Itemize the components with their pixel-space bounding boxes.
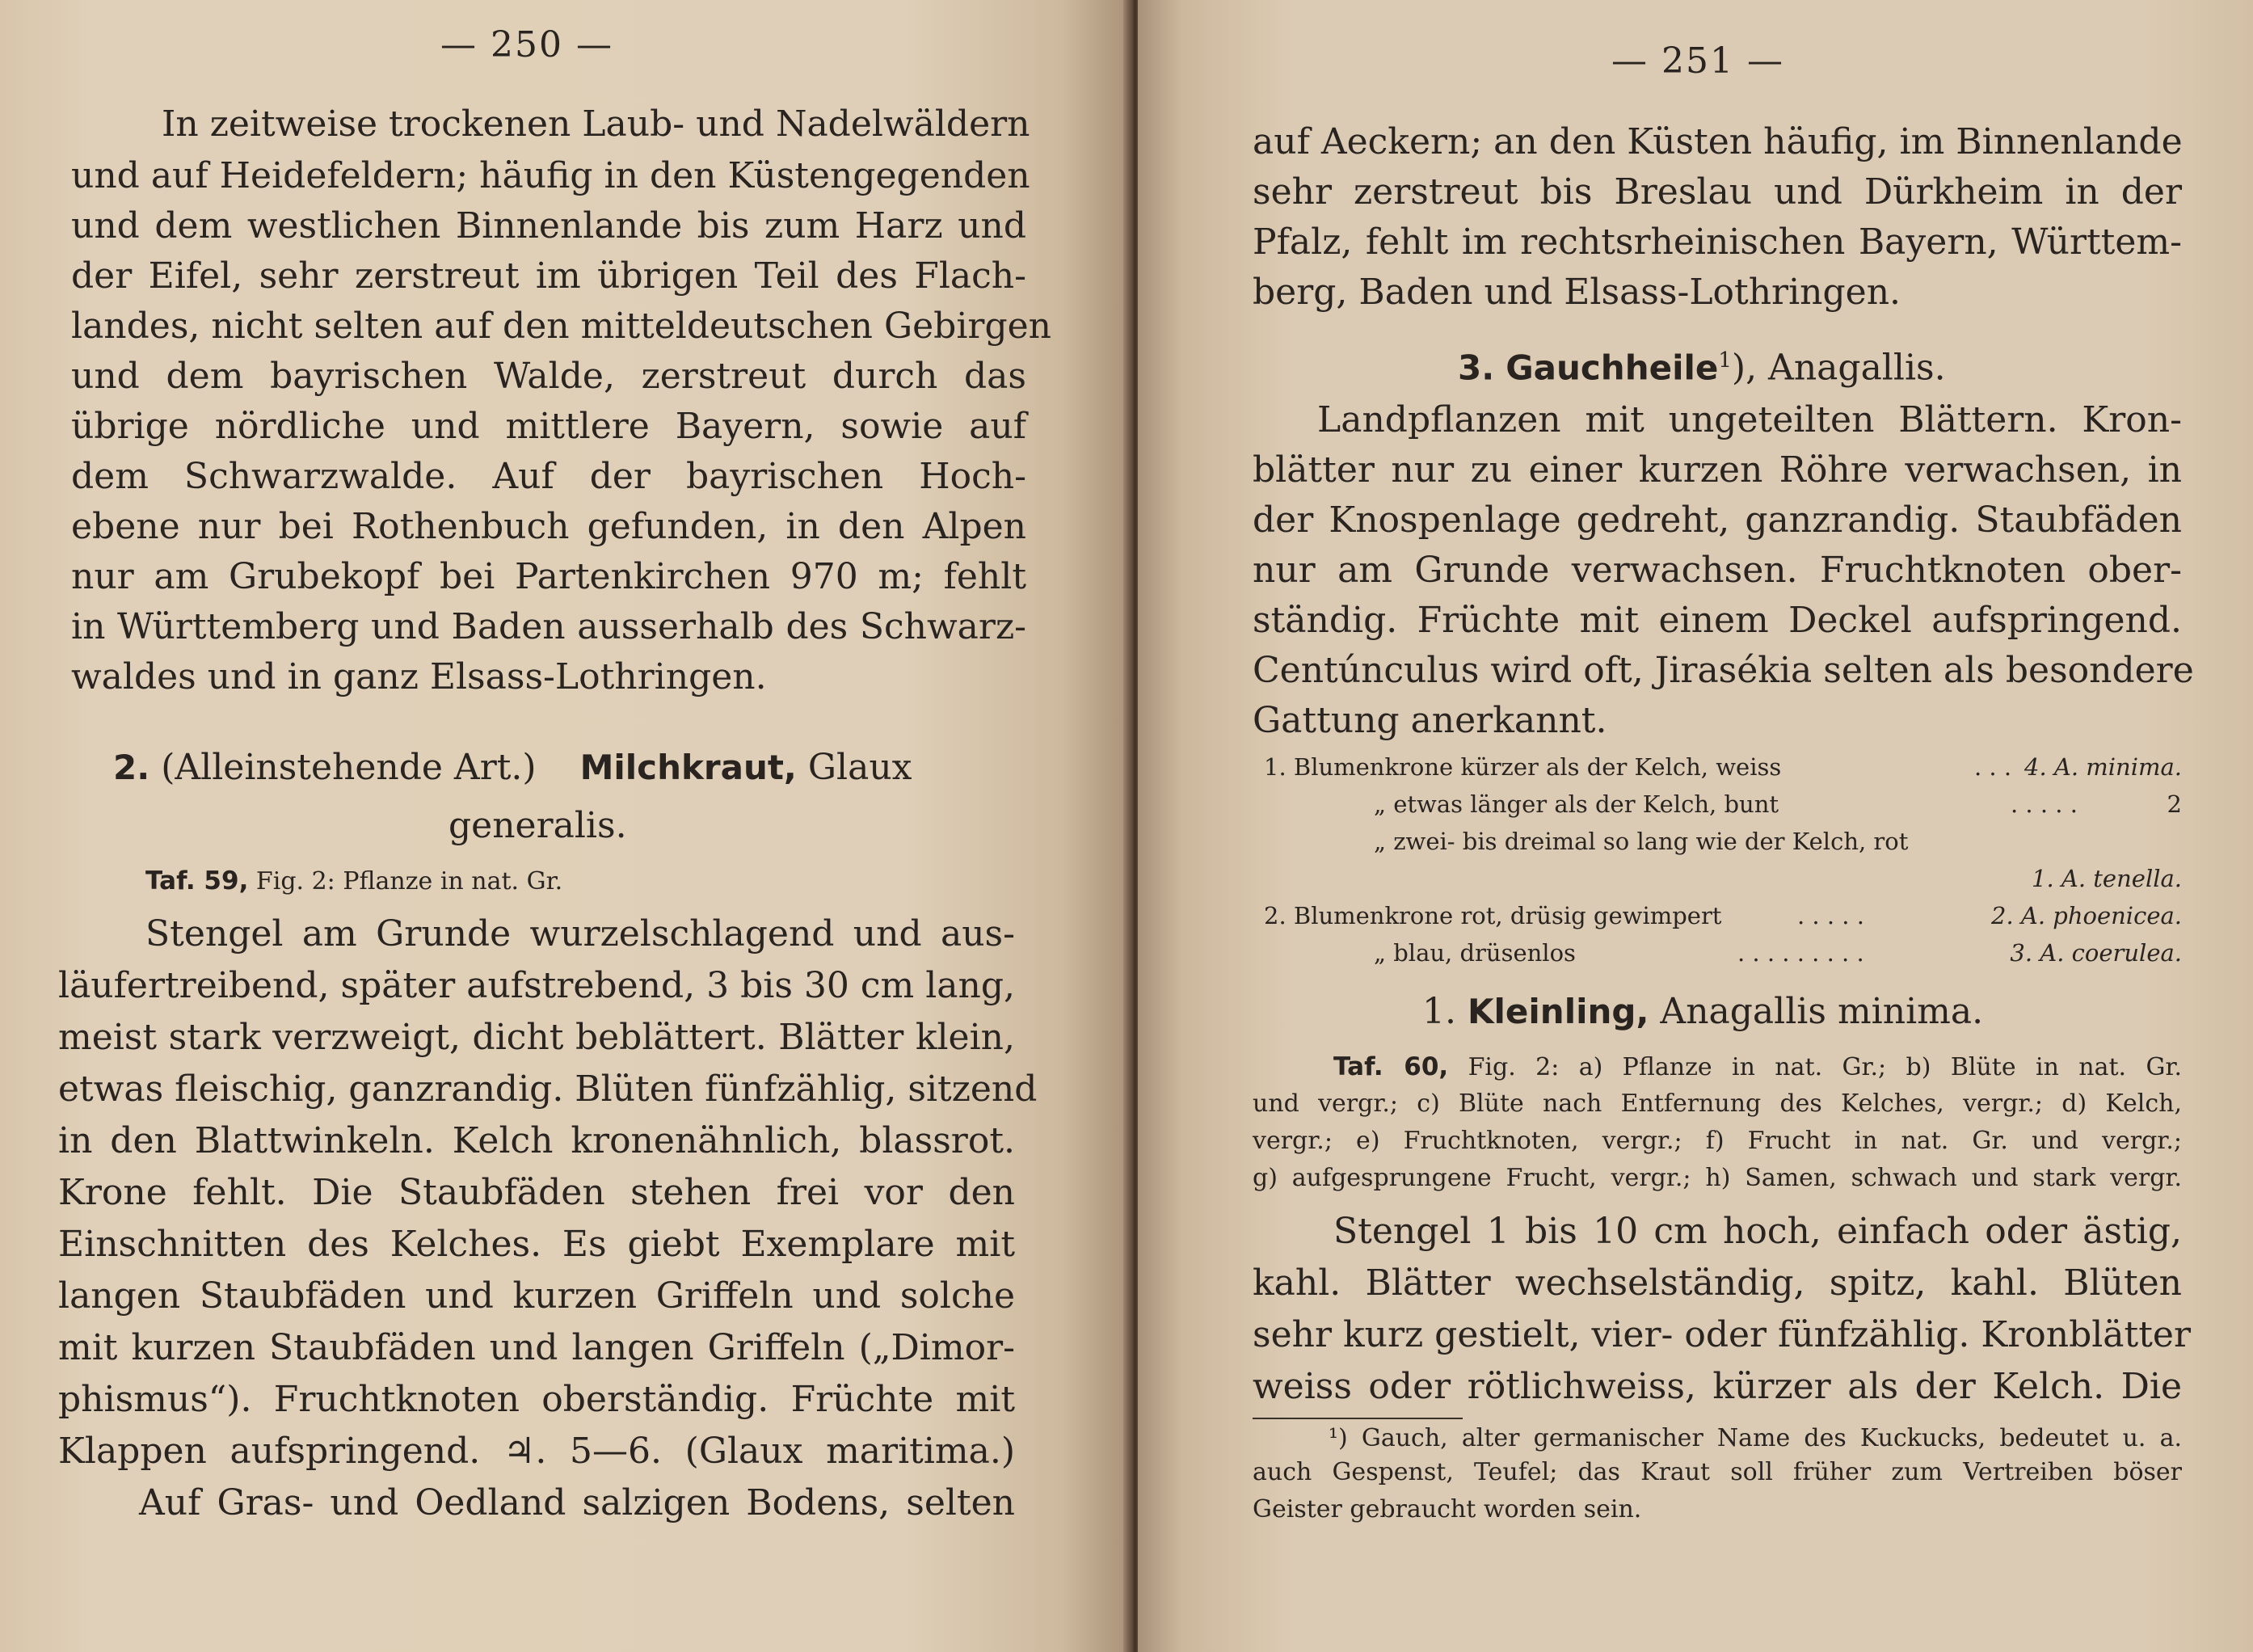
page-number: — 251 —	[1611, 40, 1784, 82]
text-line: Centúnculus wird oft, Jirasékia selten als besondere	[1253, 650, 2194, 691]
key-result: 1. A. tenella.	[2032, 865, 2182, 892]
plate-line: vergr.; e) Fruchtknoten, vergr.; f) Frucht in nat. Gr. und vergr.;	[1253, 1127, 2182, 1155]
text-line: nur am Grubekopf bei Partenkirchen 970 m; fehlt	[71, 556, 1026, 597]
text-line: Gattung anerkannt.	[1253, 700, 1607, 741]
text-line: und auf Heidefeldern; häufig in den Küstengegenden	[71, 155, 1030, 196]
plate-reference	[145, 863, 562, 900]
key-lead: „ etwas länger als der Kelch, bunt	[1374, 790, 1779, 818]
text-line: berg, Baden und Elsass-Lothringen.	[1253, 272, 1901, 313]
text-line: Einschnitten des Kelches. Es giebt Exemplare mit	[58, 1224, 1015, 1265]
key-dots: . . .	[1974, 753, 2012, 781]
section-heading	[113, 744, 1002, 792]
text-line: weiss oder rötlichweiss, kürzer als der Kelch. Die	[1253, 1366, 2182, 1407]
text-line: Stengel 1 bis 10 cm hoch, einfach oder ästig,	[1333, 1211, 2182, 1252]
key-dots: . . . . .	[1797, 902, 1864, 929]
heading-latin: Glaux	[807, 747, 912, 788]
text-line: sehr kurz gestielt, vier- oder fünfzählig. Kronblätter	[1253, 1314, 2191, 1355]
plate-line: g) aufgesprungene Frucht, vergr.; h) Samen, schwach und stark vergr.	[1253, 1164, 2182, 1192]
heading-number: 3.	[1458, 348, 1495, 388]
text-line: in Württemberg und Baden ausserhalb des Schwarz-	[71, 606, 1026, 647]
text-line: nur am Grunde verwachsen. Fruchtknoten ober-	[1253, 550, 2182, 591]
text-line: Pfalz, fehlt im rechtsrheinischen Bayern, Württem-	[1253, 221, 2182, 263]
key-result: 3. A. coerulea.	[2010, 939, 2182, 967]
text-line: Landpflanzen mit ungeteilten Blättern. Kron-	[1317, 399, 2182, 440]
text-line: Stengel am Grunde wurzelschlagend und aus-	[145, 913, 1015, 955]
text-line: dem Schwarzwalde. Auf der bayrischen Hoch-	[71, 456, 1026, 497]
text-line: läufertreibend, später aufstrebend, 3 bis 30 cm lang,	[58, 965, 1016, 1006]
footnote-rule	[1253, 1418, 1463, 1419]
key-lead: 1. Blumenkrone kürzer als der Kelch, weiss	[1264, 753, 1782, 781]
heading-name: Gauchheile	[1506, 348, 1719, 388]
text-line: ebene nur bei Rothenbuch gefunden, in den Alpen	[71, 506, 1026, 547]
text-line: ständig. Früchte mit einem Deckel aufspringend.	[1253, 600, 2182, 641]
section-heading	[1458, 336, 1946, 393]
text-line: blätter nur zu einer kurzen Röhre verwachsen, in	[1253, 449, 2182, 491]
text-line: in den Blattwinkeln. Kelch kronenähnlich, blassrot.	[58, 1120, 1015, 1161]
key-lead: „ blau, drüsenlos	[1374, 939, 1576, 967]
text-line: und dem westlichen Binnenlande bis zum Harz und	[71, 205, 1026, 247]
text-line: In zeitweise trockenen Laub- und Nadelwäldern	[162, 103, 1030, 145]
plate-line	[1333, 1049, 2182, 1085]
text-line: der Knospenlage gedreht, ganzrandig. Staubfäden	[1253, 499, 2182, 541]
heading-number: 1.	[1422, 991, 1456, 1032]
text-line: landes, nicht selten auf den mitteldeutschen Gebirgen	[71, 306, 1051, 347]
text-line: meist stark verzweigt, dicht beblättert. Blätter klein,	[58, 1017, 1015, 1058]
text-line: kahl. Blätter wechselständig, spitz, kahl. Blüten	[1253, 1262, 2182, 1304]
plate-line: und vergr.; c) Blüte nach Entfernung des Kelches, vergr.; d) Kelch,	[1253, 1089, 2182, 1118]
heading-latin-cont: generalis.	[448, 805, 627, 846]
text-line: Klappen aufspringend. ♃. 5—6. (Glaux maritima.)	[58, 1431, 1015, 1472]
footnote-line: ¹) Gauch, alter germanischer Name des Kuckucks, bedeutet u. a.	[1329, 1424, 2182, 1452]
heading-latin: Anagallis minima.	[1660, 991, 1984, 1032]
text-line: und dem bayrischen Walde, zerstreut durch das	[71, 356, 1026, 397]
text-line: sehr zerstreut bis Breslau und Dürkheim in der	[1253, 171, 2182, 213]
heading-latin: ), Anagallis.	[1731, 347, 1946, 389]
section-heading	[1422, 988, 1983, 1036]
key-result: 4. A. minima.	[2024, 753, 2182, 781]
text-line: Auf Gras- und Oedland salzigen Bodens, selten	[139, 1482, 1015, 1523]
text-line: Krone fehlt. Die Staubfäden stehen frei vor den	[58, 1172, 1015, 1213]
text-line: der Eifel, sehr zerstreut im übrigen Teil des Flach-	[71, 255, 1026, 297]
plate-caption: Fig. 2: a) Pflanze in nat. Gr.; b) Blüte in nat. Gr.	[1468, 1053, 2182, 1081]
page-number: — 250 —	[440, 24, 613, 65]
heading-number: 2.	[113, 748, 150, 787]
text-line: phismus“). Fruchtknoten oberständig. Früchte mit	[58, 1379, 1015, 1420]
key-result: 2. A. phoenicea.	[1991, 902, 2182, 929]
right-page	[1138, 0, 2253, 1652]
heading-qualifier: (Alleinstehende Art.)	[161, 747, 537, 788]
text-line: langen Staubfäden und kurzen Griffeln und solche	[58, 1275, 1015, 1317]
text-line: etwas fleischig, ganzrandig. Blüten fünfzählig, sitzend	[58, 1068, 1038, 1110]
heading-name: Kleinling,	[1467, 992, 1649, 1031]
footnote-line: auch Gespenst, Teufel; das Kraut soll früher zum Vertreiben böser	[1253, 1458, 2182, 1486]
heading-name: Milchkraut,	[579, 748, 797, 787]
text-line: auf Aeckern; an den Küsten häufig, im Binnenlande	[1253, 121, 2183, 162]
footnote-line: Geister gebraucht worden sein.	[1253, 1495, 1642, 1523]
text-line: waldes und in ganz Elsass-Lothringen.	[71, 656, 767, 697]
key-result: 2	[2167, 790, 2182, 818]
plate-number: Taf. 59,	[145, 866, 249, 896]
key-lead: 2. Blumenkrone rot, drüsig gewimpert	[1264, 902, 1722, 929]
text-line: mit kurzen Staubfäden und langen Griffeln („Dimor-	[58, 1327, 1015, 1368]
text-line: übrige nördliche und mittlere Bayern, sowie auf	[71, 406, 1026, 447]
key-lead: „ zwei- bis dreimal so lang wie der Kelch, rot	[1374, 828, 1909, 855]
footnote-marker: 1	[1718, 348, 1732, 373]
plate-caption: Fig. 2: Pflanze in nat. Gr.	[255, 867, 563, 896]
key-dots: . . . . . . . . .	[1737, 939, 1864, 967]
key-dots: . . . . .	[2011, 790, 2078, 818]
plate-number: Taf. 60,	[1333, 1052, 1449, 1081]
